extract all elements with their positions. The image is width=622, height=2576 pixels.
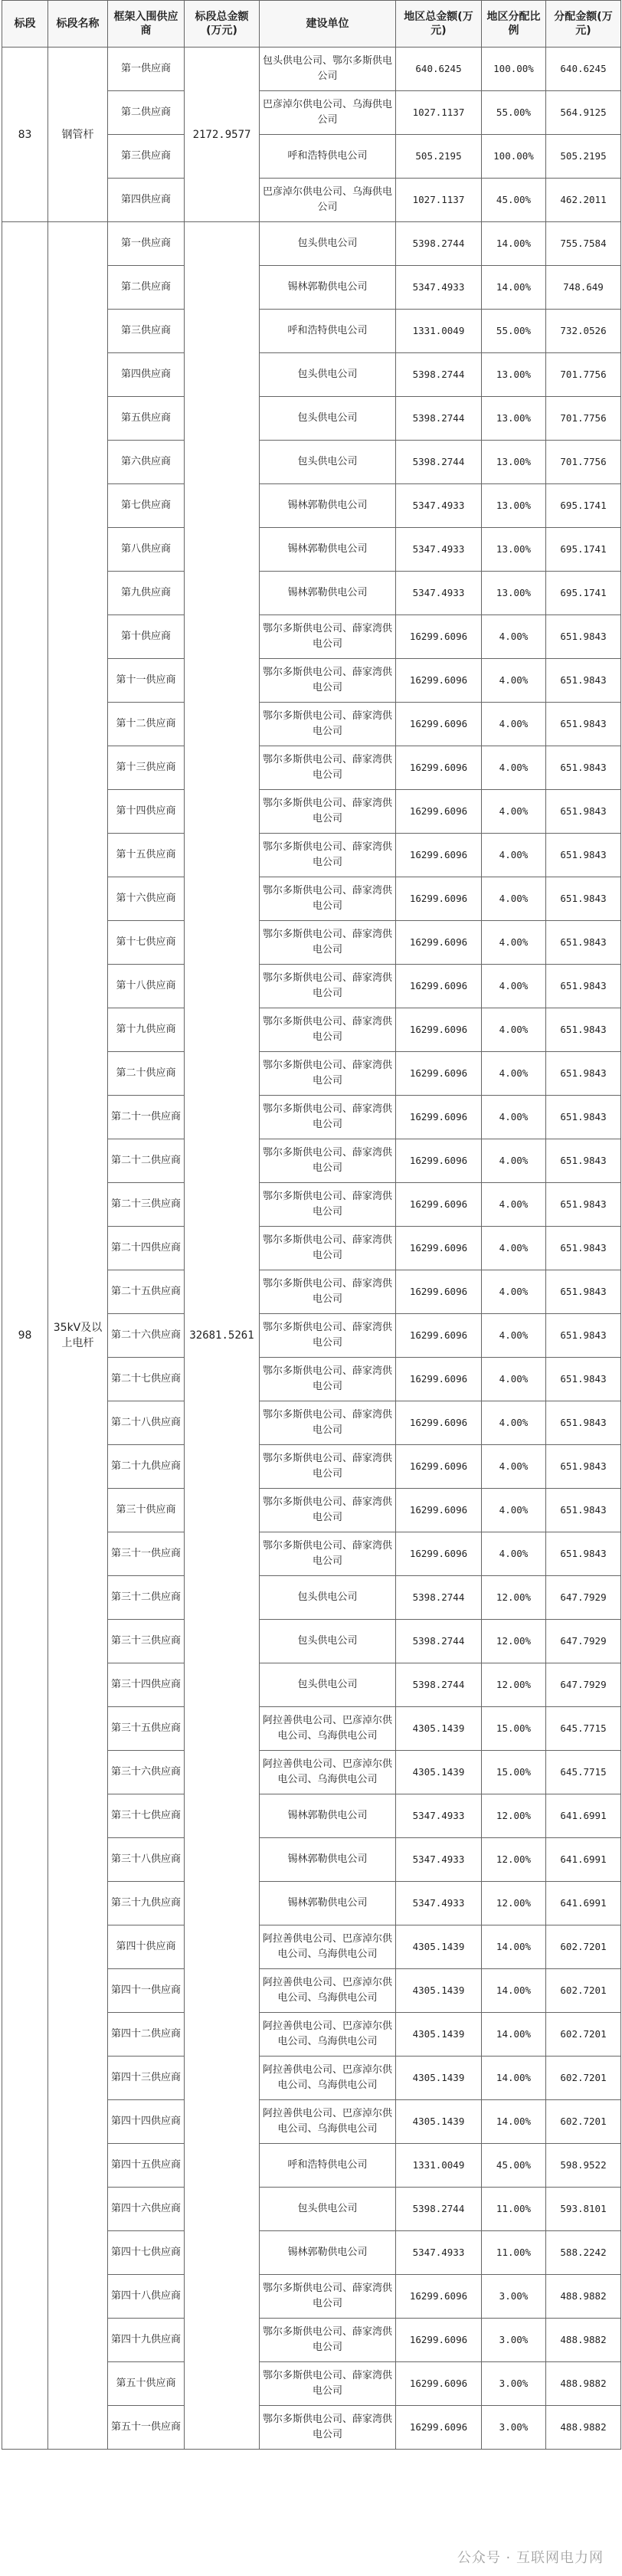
- allocated-amount-cell: 602.7201: [546, 2013, 621, 2057]
- table-body: [2, 48, 621, 2450]
- supplier-cell: 第十三供应商: [108, 746, 185, 790]
- allocated-amount-cell: 651.9843: [546, 1314, 621, 1358]
- construction-unit-cell: 包头供电公司、鄂尔多斯供电公司: [260, 48, 396, 91]
- supplier-cell: 第二十八供应商: [108, 1401, 185, 1445]
- region-total-cell: 16299.6096: [396, 1096, 482, 1139]
- watermark-text: 公众号 · 互联网电力网: [457, 2550, 604, 2566]
- region-total-cell: 16299.6096: [396, 703, 482, 746]
- region-total-cell: 16299.6096: [396, 1227, 482, 1270]
- allocation-table: [2, 0, 621, 2450]
- construction-unit-cell: 鄂尔多斯供电公司、薛家湾供电公司: [260, 965, 396, 1008]
- construction-unit-cell: 锡林郭勒供电公司: [260, 266, 396, 310]
- construction-unit-cell: 阿拉善供电公司、巴彦淖尔供电公司、乌海供电公司: [260, 2057, 396, 2100]
- supplier-cell: 第四十四供应商: [108, 2100, 185, 2144]
- region-total-cell: 16299.6096: [396, 2406, 482, 2450]
- allocated-amount-cell: 651.9843: [546, 1445, 621, 1489]
- region-total-cell: 16299.6096: [396, 2362, 482, 2406]
- supplier-cell: 第二十六供应商: [108, 1314, 185, 1358]
- allocated-amount-cell: 695.1741: [546, 572, 621, 615]
- allocated-amount-cell: 651.9843: [546, 1227, 621, 1270]
- construction-unit-cell: 呼和浩特供电公司: [260, 310, 396, 353]
- region-ratio-cell: 4.00%: [482, 1314, 546, 1358]
- region-total-cell: 16299.6096: [396, 2319, 482, 2362]
- region-total-cell: 16299.6096: [396, 1489, 482, 1532]
- construction-unit-cell: 包头供电公司: [260, 1620, 396, 1663]
- region-ratio-cell: 4.00%: [482, 746, 546, 790]
- allocated-amount-cell: 598.9522: [546, 2144, 621, 2188]
- allocated-amount-cell: 651.9843: [546, 834, 621, 877]
- construction-unit-cell: 锡林郭勒供电公司: [260, 1882, 396, 1925]
- construction-unit-cell: 阿拉善供电公司、巴彦淖尔供电公司、乌海供电公司: [260, 1707, 396, 1751]
- supplier-cell: 第三十二供应商: [108, 1576, 185, 1620]
- allocated-amount-cell: 748.649: [546, 266, 621, 310]
- supplier-cell: 第十五供应商: [108, 834, 185, 877]
- construction-unit-cell: 包头供电公司: [260, 1576, 396, 1620]
- region-ratio-cell: 4.00%: [482, 1445, 546, 1489]
- region-total-cell: 16299.6096: [396, 659, 482, 703]
- allocated-amount-cell: 651.9843: [546, 1183, 621, 1227]
- region-ratio-cell: 45.00%: [482, 179, 546, 222]
- construction-unit-cell: 包头供电公司: [260, 222, 396, 266]
- region-total-cell: 4305.1439: [396, 1925, 482, 1969]
- region-total-cell: 1331.0049: [396, 310, 482, 353]
- supplier-cell: 第五供应商: [108, 397, 185, 441]
- supplier-cell: 第十一供应商: [108, 659, 185, 703]
- header-supplier: 框架入围供应商: [108, 1, 185, 48]
- region-total-cell: 16299.6096: [396, 790, 482, 834]
- region-ratio-cell: 45.00%: [482, 2144, 546, 2188]
- construction-unit-cell: 鄂尔多斯供电公司、薛家湾供电公司: [260, 790, 396, 834]
- supplier-cell: 第八供应商: [108, 528, 185, 572]
- region-total-cell: 16299.6096: [396, 1358, 482, 1401]
- region-total-cell: 4305.1439: [396, 2057, 482, 2100]
- region-ratio-cell: 12.00%: [482, 1576, 546, 1620]
- region-total-cell: 16299.6096: [396, 615, 482, 659]
- region-ratio-cell: 3.00%: [482, 2319, 546, 2362]
- supplier-cell: 第三十五供应商: [108, 1707, 185, 1751]
- construction-unit-cell: 阿拉善供电公司、巴彦淖尔供电公司、乌海供电公司: [260, 1969, 396, 2013]
- construction-unit-cell: 鄂尔多斯供电公司、薛家湾供电公司: [260, 1270, 396, 1314]
- region-ratio-cell: 14.00%: [482, 2057, 546, 2100]
- region-total-cell: 5398.2744: [396, 397, 482, 441]
- region-ratio-cell: 14.00%: [482, 266, 546, 310]
- construction-unit-cell: 鄂尔多斯供电公司、薛家湾供电公司: [260, 1183, 396, 1227]
- allocated-amount-cell: 695.1741: [546, 528, 621, 572]
- construction-unit-cell: 锡林郭勒供电公司: [260, 1794, 396, 1838]
- allocated-amount-cell: 488.9882: [546, 2362, 621, 2406]
- region-ratio-cell: 4.00%: [482, 1096, 546, 1139]
- region-ratio-cell: 55.00%: [482, 310, 546, 353]
- supplier-cell: 第四十五供应商: [108, 2144, 185, 2188]
- supplier-cell: 第二十一供应商: [108, 1096, 185, 1139]
- construction-unit-cell: 鄂尔多斯供电公司、薛家湾供电公司: [260, 1008, 396, 1052]
- region-ratio-cell: 12.00%: [482, 1838, 546, 1882]
- region-total-cell: 16299.6096: [396, 2275, 482, 2319]
- region-ratio-cell: 4.00%: [482, 1139, 546, 1183]
- region-total-cell: 16299.6096: [396, 1445, 482, 1489]
- supplier-cell: 第十供应商: [108, 615, 185, 659]
- supplier-cell: 第五十供应商: [108, 2362, 185, 2406]
- section-name: 35kV及以上电杆: [48, 222, 108, 2450]
- allocated-amount-cell: 645.7715: [546, 1707, 621, 1751]
- region-ratio-cell: 14.00%: [482, 1925, 546, 1969]
- region-total-cell: 16299.6096: [396, 1270, 482, 1314]
- region-total-cell: 5398.2744: [396, 353, 482, 397]
- allocated-amount-cell: 651.9843: [546, 659, 621, 703]
- region-ratio-cell: 4.00%: [482, 1183, 546, 1227]
- supplier-cell: 第三十一供应商: [108, 1532, 185, 1576]
- construction-unit-cell: 包头供电公司: [260, 1663, 396, 1707]
- supplier-cell: 第三十供应商: [108, 1489, 185, 1532]
- region-total-cell: 5398.2744: [396, 1576, 482, 1620]
- allocated-amount-cell: 593.8101: [546, 2188, 621, 2231]
- region-ratio-cell: 4.00%: [482, 1270, 546, 1314]
- region-ratio-cell: 100.00%: [482, 135, 546, 179]
- region-ratio-cell: 13.00%: [482, 484, 546, 528]
- allocated-amount-cell: 651.9843: [546, 1401, 621, 1445]
- allocated-amount-cell: 651.9843: [546, 1052, 621, 1096]
- supplier-cell: 第三十七供应商: [108, 1794, 185, 1838]
- supplier-cell: 第二供应商: [108, 266, 185, 310]
- construction-unit-cell: 鄂尔多斯供电公司、薛家湾供电公司: [260, 1227, 396, 1270]
- construction-unit-cell: 包头供电公司: [260, 441, 396, 484]
- allocated-amount-cell: 651.9843: [546, 1358, 621, 1401]
- region-ratio-cell: 3.00%: [482, 2406, 546, 2450]
- region-ratio-cell: 4.00%: [482, 1052, 546, 1096]
- region-ratio-cell: 14.00%: [482, 2013, 546, 2057]
- region-ratio-cell: 4.00%: [482, 659, 546, 703]
- section-total-amount: 2172.9577: [185, 48, 260, 222]
- construction-unit-cell: 呼和浩特供电公司: [260, 2144, 396, 2188]
- supplier-cell: 第七供应商: [108, 484, 185, 528]
- supplier-cell: 第一供应商: [108, 48, 185, 91]
- construction-unit-cell: 阿拉善供电公司、巴彦淖尔供电公司、乌海供电公司: [260, 2013, 396, 2057]
- supplier-cell: 第四十九供应商: [108, 2319, 185, 2362]
- region-total-cell: 5398.2744: [396, 1663, 482, 1707]
- construction-unit-cell: 鄂尔多斯供电公司、薛家湾供电公司: [260, 1445, 396, 1489]
- region-ratio-cell: 12.00%: [482, 1620, 546, 1663]
- region-total-cell: 16299.6096: [396, 1314, 482, 1358]
- allocated-amount-cell: 505.2195: [546, 135, 621, 179]
- region-total-cell: 16299.6096: [396, 1139, 482, 1183]
- region-ratio-cell: 4.00%: [482, 790, 546, 834]
- region-ratio-cell: 15.00%: [482, 1707, 546, 1751]
- allocated-amount-cell: 651.9843: [546, 1532, 621, 1576]
- supplier-cell: 第九供应商: [108, 572, 185, 615]
- region-total-cell: 640.6245: [396, 48, 482, 91]
- header-allocated-amount: 分配金额(万元): [546, 1, 621, 48]
- allocated-amount-cell: 651.9843: [546, 615, 621, 659]
- construction-unit-cell: 鄂尔多斯供电公司、薛家湾供电公司: [260, 2275, 396, 2319]
- region-ratio-cell: 4.00%: [482, 1532, 546, 1576]
- header-region-ratio: 地区分配比例: [482, 1, 546, 48]
- supplier-cell: 第一供应商: [108, 222, 185, 266]
- allocated-amount-cell: 602.7201: [546, 2100, 621, 2144]
- supplier-cell: 第六供应商: [108, 441, 185, 484]
- allocated-amount-cell: 651.9843: [546, 877, 621, 921]
- construction-unit-cell: 巴彦淖尔供电公司、乌海供电公司: [260, 91, 396, 135]
- construction-unit-cell: 鄂尔多斯供电公司、薛家湾供电公司: [260, 2406, 396, 2450]
- construction-unit-cell: 鄂尔多斯供电公司、薛家湾供电公司: [260, 834, 396, 877]
- region-ratio-cell: 15.00%: [482, 1751, 546, 1794]
- supplier-cell: 第二十七供应商: [108, 1358, 185, 1401]
- allocated-amount-cell: 641.6991: [546, 1882, 621, 1925]
- supplier-cell: 第十九供应商: [108, 1008, 185, 1052]
- region-total-cell: 5398.2744: [396, 222, 482, 266]
- supplier-cell: 第四供应商: [108, 179, 185, 222]
- supplier-cell: 第二十供应商: [108, 1052, 185, 1096]
- allocated-amount-cell: 651.9843: [546, 790, 621, 834]
- region-ratio-cell: 13.00%: [482, 441, 546, 484]
- construction-unit-cell: 鄂尔多斯供电公司、薛家湾供电公司: [260, 1314, 396, 1358]
- region-ratio-cell: 100.00%: [482, 48, 546, 91]
- allocated-amount-cell: 732.0526: [546, 310, 621, 353]
- region-ratio-cell: 4.00%: [482, 1358, 546, 1401]
- construction-unit-cell: 包头供电公司: [260, 2188, 396, 2231]
- supplier-cell: 第二供应商: [108, 91, 185, 135]
- region-total-cell: 16299.6096: [396, 877, 482, 921]
- supplier-cell: 第三十九供应商: [108, 1882, 185, 1925]
- allocated-amount-cell: 602.7201: [546, 1969, 621, 2013]
- region-total-cell: 4305.1439: [396, 1969, 482, 2013]
- region-ratio-cell: 14.00%: [482, 2100, 546, 2144]
- supplier-cell: 第四十六供应商: [108, 2188, 185, 2231]
- allocated-amount-cell: 651.9843: [546, 921, 621, 965]
- construction-unit-cell: 鄂尔多斯供电公司、薛家湾供电公司: [260, 921, 396, 965]
- allocated-amount-cell: 651.9843: [546, 1096, 621, 1139]
- allocated-amount-cell: 755.7584: [546, 222, 621, 266]
- allocated-amount-cell: 651.9843: [546, 1008, 621, 1052]
- region-ratio-cell: 4.00%: [482, 1401, 546, 1445]
- allocated-amount-cell: 462.2011: [546, 179, 621, 222]
- construction-unit-cell: 鄂尔多斯供电公司、薛家湾供电公司: [260, 1096, 396, 1139]
- supplier-cell: 第三十四供应商: [108, 1663, 185, 1707]
- supplier-cell: 第二十四供应商: [108, 1227, 185, 1270]
- construction-unit-cell: 鄂尔多斯供电公司、薛家湾供电公司: [260, 1052, 396, 1096]
- allocated-amount-cell: 701.7756: [546, 353, 621, 397]
- region-ratio-cell: 13.00%: [482, 528, 546, 572]
- region-ratio-cell: 4.00%: [482, 834, 546, 877]
- allocated-amount-cell: 602.7201: [546, 2057, 621, 2100]
- region-ratio-cell: 11.00%: [482, 2231, 546, 2275]
- region-ratio-cell: 12.00%: [482, 1882, 546, 1925]
- region-total-cell: 4305.1439: [396, 2013, 482, 2057]
- region-total-cell: 16299.6096: [396, 1532, 482, 1576]
- allocated-amount-cell: 640.6245: [546, 48, 621, 91]
- table-row: [2, 48, 621, 91]
- allocated-amount-cell: 647.7929: [546, 1576, 621, 1620]
- construction-unit-cell: 鄂尔多斯供电公司、薛家湾供电公司: [260, 659, 396, 703]
- supplier-cell: 第二十三供应商: [108, 1183, 185, 1227]
- allocated-amount-cell: 588.2242: [546, 2231, 621, 2275]
- region-ratio-cell: 13.00%: [482, 572, 546, 615]
- region-total-cell: 16299.6096: [396, 1401, 482, 1445]
- header-section-name: 标段名称: [48, 1, 108, 48]
- supplier-cell: 第三十三供应商: [108, 1620, 185, 1663]
- supplier-cell: 第十二供应商: [108, 703, 185, 746]
- region-ratio-cell: 4.00%: [482, 877, 546, 921]
- allocated-amount-cell: 488.9882: [546, 2275, 621, 2319]
- construction-unit-cell: 包头供电公司: [260, 353, 396, 397]
- construction-unit-cell: 锡林郭勒供电公司: [260, 528, 396, 572]
- region-total-cell: 5398.2744: [396, 1620, 482, 1663]
- allocated-amount-cell: 641.6991: [546, 1838, 621, 1882]
- region-total-cell: 4305.1439: [396, 1707, 482, 1751]
- allocated-amount-cell: 651.9843: [546, 1489, 621, 1532]
- allocated-amount-cell: 647.7929: [546, 1620, 621, 1663]
- allocated-amount-cell: 488.9882: [546, 2406, 621, 2450]
- region-ratio-cell: 14.00%: [482, 222, 546, 266]
- construction-unit-cell: 锡林郭勒供电公司: [260, 572, 396, 615]
- section-number: 98: [2, 222, 48, 2450]
- supplier-cell: 第五十一供应商: [108, 2406, 185, 2450]
- region-total-cell: 16299.6096: [396, 921, 482, 965]
- allocated-amount-cell: 695.1741: [546, 484, 621, 528]
- region-ratio-cell: 4.00%: [482, 1008, 546, 1052]
- header-section: 标段: [2, 1, 48, 48]
- supplier-cell: 第三十六供应商: [108, 1751, 185, 1794]
- region-total-cell: 5347.4933: [396, 2231, 482, 2275]
- region-total-cell: 5347.4933: [396, 528, 482, 572]
- region-ratio-cell: 11.00%: [482, 2188, 546, 2231]
- allocated-amount-cell: 564.9125: [546, 91, 621, 135]
- supplier-cell: 第四供应商: [108, 353, 185, 397]
- region-ratio-cell: 12.00%: [482, 1663, 546, 1707]
- region-total-cell: 1027.1137: [396, 91, 482, 135]
- region-ratio-cell: 4.00%: [482, 965, 546, 1008]
- allocated-amount-cell: 651.9843: [546, 1139, 621, 1183]
- header-section-total: 标段总金额(万元): [185, 1, 260, 48]
- region-total-cell: 5347.4933: [396, 1794, 482, 1838]
- construction-unit-cell: 鄂尔多斯供电公司、薛家湾供电公司: [260, 703, 396, 746]
- supplier-cell: 第四十七供应商: [108, 2231, 185, 2275]
- header-construction-unit: 建设单位: [260, 1, 396, 48]
- region-ratio-cell: 3.00%: [482, 2275, 546, 2319]
- region-total-cell: 5398.2744: [396, 441, 482, 484]
- region-total-cell: 1027.1137: [396, 179, 482, 222]
- region-total-cell: 5347.4933: [396, 266, 482, 310]
- construction-unit-cell: 鄂尔多斯供电公司、薛家湾供电公司: [260, 1532, 396, 1576]
- region-total-cell: 16299.6096: [396, 1052, 482, 1096]
- region-ratio-cell: 4.00%: [482, 703, 546, 746]
- region-ratio-cell: 13.00%: [482, 353, 546, 397]
- region-total-cell: 4305.1439: [396, 2100, 482, 2144]
- section-total-amount: 32681.5261: [185, 222, 260, 2450]
- construction-unit-cell: 鄂尔多斯供电公司、薛家湾供电公司: [260, 1489, 396, 1532]
- supplier-cell: 第十四供应商: [108, 790, 185, 834]
- construction-unit-cell: 鄂尔多斯供电公司、薛家湾供电公司: [260, 746, 396, 790]
- supplier-cell: 第二十二供应商: [108, 1139, 185, 1183]
- supplier-cell: 第四十一供应商: [108, 1969, 185, 2013]
- construction-unit-cell: 阿拉善供电公司、巴彦淖尔供电公司、乌海供电公司: [260, 2100, 396, 2144]
- construction-unit-cell: 巴彦淖尔供电公司、乌海供电公司: [260, 179, 396, 222]
- supplier-cell: 第三供应商: [108, 135, 185, 179]
- region-total-cell: 5347.4933: [396, 1838, 482, 1882]
- supplier-cell: 第三十八供应商: [108, 1838, 185, 1882]
- allocated-amount-cell: 488.9882: [546, 2319, 621, 2362]
- supplier-cell: 第二十九供应商: [108, 1445, 185, 1489]
- supplier-cell: 第四十二供应商: [108, 2013, 185, 2057]
- header-region-total: 地区总金额(万元): [396, 1, 482, 48]
- allocated-amount-cell: 651.9843: [546, 703, 621, 746]
- region-total-cell: 5347.4933: [396, 484, 482, 528]
- table-row: [2, 222, 621, 266]
- construction-unit-cell: 锡林郭勒供电公司: [260, 1838, 396, 1882]
- region-total-cell: 16299.6096: [396, 746, 482, 790]
- allocated-amount-cell: 645.7715: [546, 1751, 621, 1794]
- region-total-cell: 5347.4933: [396, 1882, 482, 1925]
- supplier-cell: 第二十五供应商: [108, 1270, 185, 1314]
- supplier-cell: 第三供应商: [108, 310, 185, 353]
- region-total-cell: 1331.0049: [396, 2144, 482, 2188]
- region-total-cell: 16299.6096: [396, 1008, 482, 1052]
- allocated-amount-cell: 651.9843: [546, 965, 621, 1008]
- allocated-amount-cell: 701.7756: [546, 397, 621, 441]
- construction-unit-cell: 阿拉善供电公司、巴彦淖尔供电公司、乌海供电公司: [260, 1925, 396, 1969]
- allocated-amount-cell: 701.7756: [546, 441, 621, 484]
- region-ratio-cell: 3.00%: [482, 2362, 546, 2406]
- construction-unit-cell: 鄂尔多斯供电公司、薛家湾供电公司: [260, 2362, 396, 2406]
- region-ratio-cell: 13.00%: [482, 397, 546, 441]
- region-ratio-cell: 12.00%: [482, 1794, 546, 1838]
- region-total-cell: 505.2195: [396, 135, 482, 179]
- construction-unit-cell: 鄂尔多斯供电公司、薛家湾供电公司: [260, 615, 396, 659]
- construction-unit-cell: 鄂尔多斯供电公司、薛家湾供电公司: [260, 2319, 396, 2362]
- supplier-cell: 第四十三供应商: [108, 2057, 185, 2100]
- construction-unit-cell: 锡林郭勒供电公司: [260, 2231, 396, 2275]
- construction-unit-cell: 包头供电公司: [260, 397, 396, 441]
- region-total-cell: 16299.6096: [396, 965, 482, 1008]
- allocated-amount-cell: 651.9843: [546, 1270, 621, 1314]
- region-ratio-cell: 4.00%: [482, 615, 546, 659]
- allocated-amount-cell: 647.7929: [546, 1663, 621, 1707]
- region-total-cell: 5347.4933: [396, 572, 482, 615]
- supplier-cell: 第十六供应商: [108, 877, 185, 921]
- supplier-cell: 第四十供应商: [108, 1925, 185, 1969]
- supplier-cell: 第十七供应商: [108, 921, 185, 965]
- region-ratio-cell: 4.00%: [482, 1489, 546, 1532]
- supplier-cell: 第十八供应商: [108, 965, 185, 1008]
- construction-unit-cell: 阿拉善供电公司、巴彦淖尔供电公司、乌海供电公司: [260, 1751, 396, 1794]
- section-name: 钢管杆: [48, 48, 108, 222]
- allocated-amount-cell: 651.9843: [546, 746, 621, 790]
- region-total-cell: 4305.1439: [396, 1751, 482, 1794]
- region-total-cell: 5398.2744: [396, 2188, 482, 2231]
- construction-unit-cell: 呼和浩特供电公司: [260, 135, 396, 179]
- construction-unit-cell: 鄂尔多斯供电公司、薛家湾供电公司: [260, 1358, 396, 1401]
- section-number: 83: [2, 48, 48, 222]
- construction-unit-cell: 锡林郭勒供电公司: [260, 484, 396, 528]
- region-ratio-cell: 14.00%: [482, 1969, 546, 2013]
- region-total-cell: 16299.6096: [396, 834, 482, 877]
- region-ratio-cell: 4.00%: [482, 921, 546, 965]
- region-ratio-cell: 4.00%: [482, 1227, 546, 1270]
- supplier-cell: 第四十八供应商: [108, 2275, 185, 2319]
- construction-unit-cell: 鄂尔多斯供电公司、薛家湾供电公司: [260, 877, 396, 921]
- allocated-amount-cell: 641.6991: [546, 1794, 621, 1838]
- region-total-cell: 16299.6096: [396, 1183, 482, 1227]
- header-row: [2, 1, 621, 48]
- construction-unit-cell: 鄂尔多斯供电公司、薛家湾供电公司: [260, 1139, 396, 1183]
- allocated-amount-cell: 602.7201: [546, 1925, 621, 1969]
- construction-unit-cell: 鄂尔多斯供电公司、薛家湾供电公司: [260, 1401, 396, 1445]
- region-ratio-cell: 55.00%: [482, 91, 546, 135]
